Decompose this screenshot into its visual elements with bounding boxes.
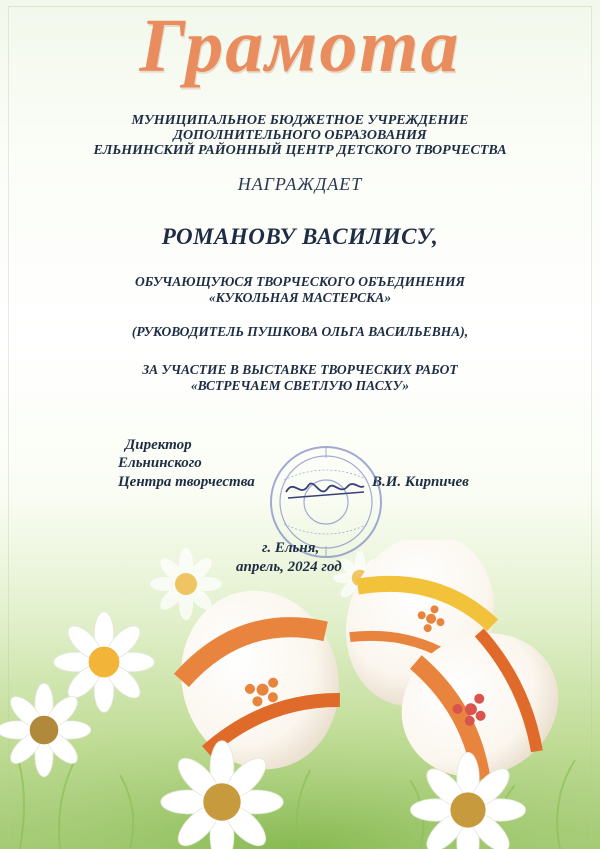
- reason-line-2: «ВСТРЕЧАЕМ СВЕТЛУЮ ПАСХУ»: [190, 378, 410, 393]
- supervisor-line: (РУКОВОДИТЕЛЬ ПУШКОВА ОЛЬГА ВАСИЛЬЕВНА),: [131, 324, 469, 339]
- recipient-name: РОМАНОВУ ВАСИЛИСУ,: [161, 224, 439, 249]
- easter-eggs-illustration: [0, 540, 600, 849]
- certificate-title: Грамота: [139, 4, 461, 88]
- date: апрель, 2024 год: [236, 559, 342, 575]
- signatory-name: В.И. Кирпичев: [372, 474, 469, 490]
- organization-line-2: ДОПОЛНИТЕЛЬНОГО ОБРАЗОВАНИЯ: [173, 128, 427, 143]
- organization-line-1: МУНИЦИПАЛЬНОЕ БЮДЖЕТНОЕ УЧРЕЖДЕНИЕ: [131, 113, 469, 128]
- signatory-title-2: Ельнинского: [118, 455, 202, 471]
- student-line: ОБУЧАЮЩУЮСЯ ТВОРЧЕСКОГО ОБЪЕДИНЕНИЯ: [135, 274, 465, 289]
- signatory-title-3: Центра творчества: [118, 474, 255, 490]
- award-verb: НАГРАЖДАЕТ: [237, 174, 363, 194]
- place: г. Ельня,: [262, 540, 320, 556]
- organization-line-3: ЕЛЬНИНСКИЙ РАЙОННЫЙ ЦЕНТР ДЕТСКОГО ТВОРЧЕСТВА: [93, 143, 507, 158]
- reason-line-1: ЗА УЧАСТИЕ В ВЫСТАВКЕ ТВОРЧЕСКИХ РАБОТ: [142, 362, 458, 377]
- signatory-title-1: Директор: [125, 437, 192, 453]
- club-name: «КУКОЛЬНАЯ МАСТЕРСКА»: [208, 290, 392, 305]
